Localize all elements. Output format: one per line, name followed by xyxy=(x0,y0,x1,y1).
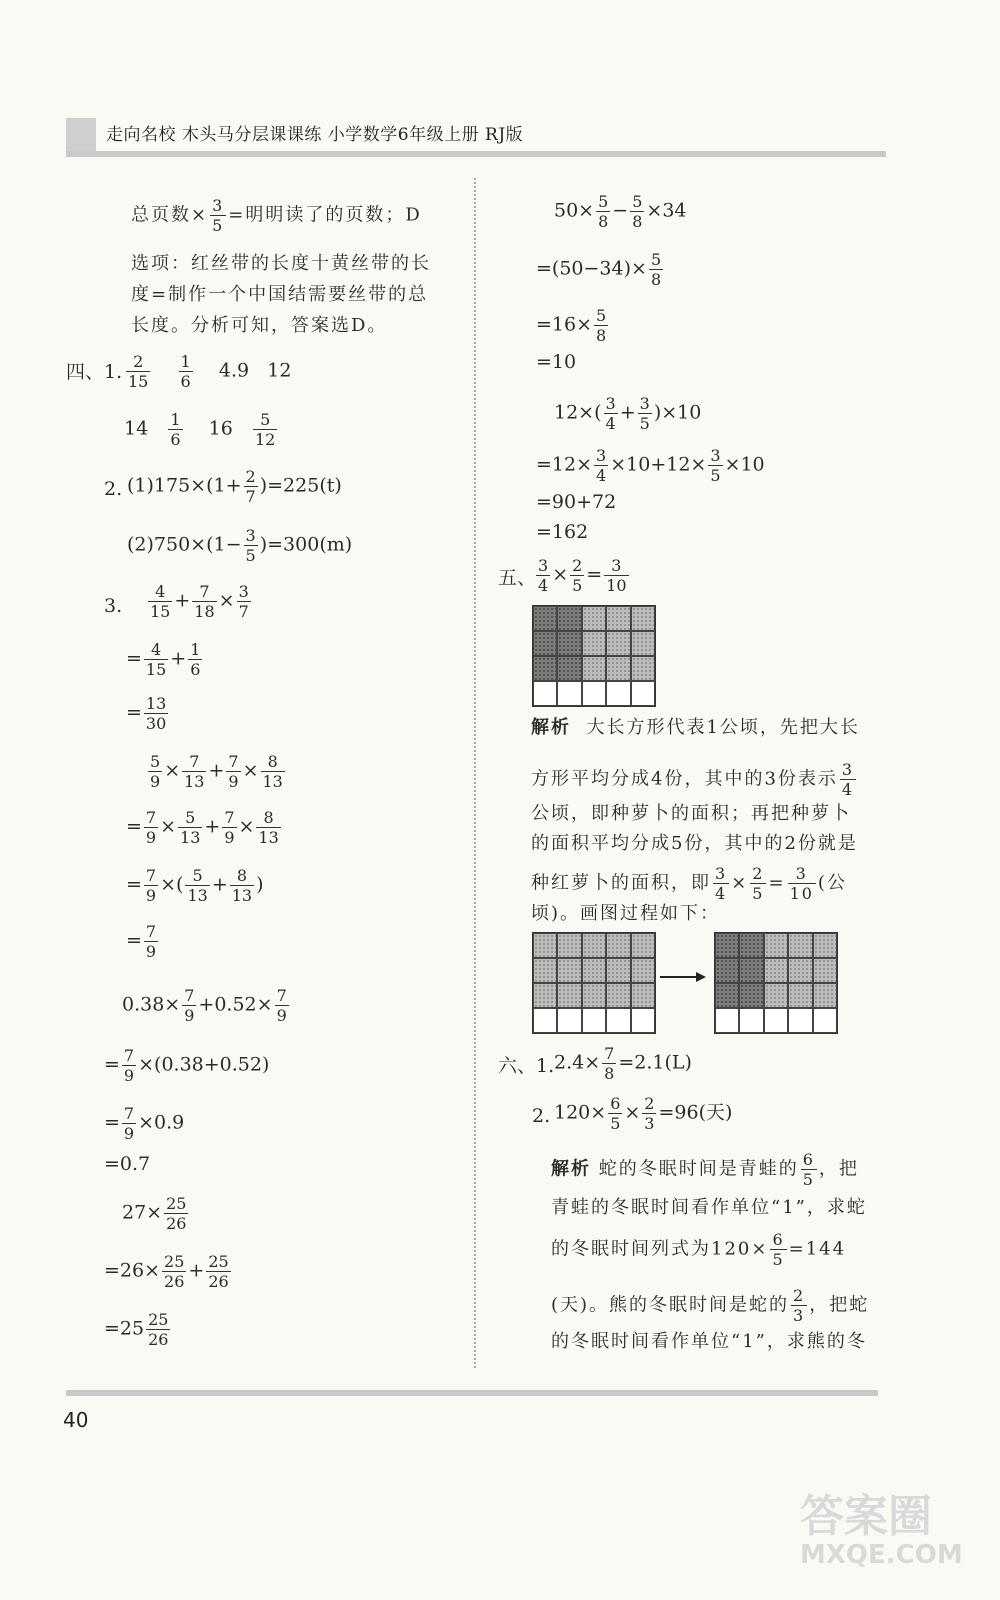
left-para-1: 总页数× $\frac{3}{5}$ =明明读了的页数；D xyxy=(131,196,422,235)
left-para-4: 长度。分析可知，答案选D。 xyxy=(131,315,388,336)
analysis2-label: 解析 xyxy=(551,1158,591,1180)
left-para-2: 选项：红丝带的长度十黄丝带的长 xyxy=(131,253,431,274)
analysis2-line-3: 的冬眠时间列式为120× $\frac{6}{5}$ =144 xyxy=(551,1230,847,1269)
q3-line-3: = $\frac{13}{30}$ xyxy=(126,694,167,733)
left-para-3: 度=制作一个中国结需要丝带的总 xyxy=(131,284,429,305)
q6-2-label: 2. xyxy=(532,1105,551,1127)
q3-label: 3. xyxy=(104,595,123,617)
q2-part1: (1)175×(1+ $\frac{2}{7}$ )=225(t) xyxy=(127,467,342,506)
q3-line-2: = $\frac{4}{15}$ + $\frac{1}{6}$ xyxy=(126,640,201,679)
right-line-1: 50× $\frac{5}{8}$ − $\frac{5}{8}$ ×34 xyxy=(554,192,687,231)
analysis-line-5: 种红萝卜的面积，即 $\frac{3}{4}$ × $\frac{2}{5}$ = $\frac{3}{10}$ (公 xyxy=(531,864,847,903)
q3-line-6: = $\frac{7}{9}$ ×( $\frac{5}{13}$ + $\frac{8}{13}$ ) xyxy=(126,866,264,905)
analysis-line-3: 公顷，即种萝卜的面积；再把种萝卜 xyxy=(531,803,851,824)
q3-line-11: =0.7 xyxy=(104,1153,151,1175)
footer-rule xyxy=(66,1390,878,1396)
right-line-5: 12×( $\frac{3}{4}$ + $\frac{3}{5}$ )×10 xyxy=(554,394,702,433)
analysis2-line-5: 的冬眠时间看作单位“1”，求熊的冬 xyxy=(551,1331,867,1352)
q2-part2: (2)750×(1− $\frac{3}{5}$ )=300(m) xyxy=(127,526,353,565)
right-line-4: =10 xyxy=(536,351,577,373)
right-line-3: =16× $\frac{5}{8}$ xyxy=(536,306,607,345)
q3-line-14: =25 $\frac{25}{26}$ xyxy=(104,1310,169,1349)
q3-line-10: = $\frac{7}{9}$ ×0.9 xyxy=(104,1104,185,1143)
s4-answers-row1: $\frac{2}{15}$ $\frac{1}{6}$ 4.9 12 xyxy=(128,352,292,391)
analysis2-line-1: 解析 蛇的冬眠时间是青蛙的 $\frac{6}{5}$ ，把 xyxy=(551,1150,859,1189)
column-divider xyxy=(474,178,476,1368)
q3-line-12: 27× $\frac{25}{26}$ xyxy=(122,1194,187,1233)
right-line-6: =12× $\frac{3}{4}$ ×10+12× $\frac{3}{5}$ ×10 xyxy=(536,446,765,485)
section-5-label: 五、 xyxy=(498,567,537,589)
header-rule xyxy=(66,151,886,157)
page-number: 40 xyxy=(63,1408,89,1432)
q3-line-1: $\frac{4}{15}$ + $\frac{7}{18}$ × $\frac{3}{7}$ xyxy=(150,582,249,621)
q3-line-7: = $\frac{7}{9}$ xyxy=(126,922,157,961)
q3-line-13: =26× $\frac{25}{26}$ + $\frac{25}{26}$ xyxy=(104,1252,229,1291)
right-line-7: =90+72 xyxy=(536,491,617,513)
watermark-logo: 答案圈 xyxy=(800,1491,932,1542)
analysis2-line-2: 青蛙的冬眠时间看作单位“1”，求蛇 xyxy=(551,1197,867,1218)
process-grid-before xyxy=(532,932,656,1034)
right-line-8: =162 xyxy=(536,521,589,543)
arrow-right-icon xyxy=(660,976,704,978)
analysis-label: 解析 xyxy=(531,717,571,738)
analysis-line-1: 解析 大长方形代表1公顷，先把大长 xyxy=(531,717,860,738)
q2-label: 2. xyxy=(104,478,123,500)
section-6-label: 六、1. xyxy=(498,1055,555,1077)
process-grid-after xyxy=(714,932,838,1034)
s6-answer-2: 120× $\frac{6}{5}$ × $\frac{2}{3}$ =96(天) xyxy=(554,1094,733,1133)
watermark-url: MXQE.COM xyxy=(800,1540,963,1570)
q3-line-5: = $\frac{7}{9}$ × $\frac{5}{13}$ + $\frac{7}{9}$ × $\frac{8}{13}$ xyxy=(126,808,279,847)
analysis-line-4: 的面积平均分成5份，其中的2份就是 xyxy=(531,833,858,854)
section-4-label: 四、1. xyxy=(66,361,123,383)
q3-line-9: = $\frac{7}{9}$ ×(0.38+0.52) xyxy=(104,1046,270,1085)
right-line-2: =(50−34)× $\frac{5}{8}$ xyxy=(536,250,662,289)
area-model-grid xyxy=(532,605,656,707)
analysis2-line-4: (天)。熊的冬眠时间是蛇的 $\frac{2}{3}$ ，把蛇 xyxy=(551,1286,870,1325)
s4-answers-row2: 14 $\frac{1}{6}$ 16 $\frac{5}{12}$ xyxy=(124,410,276,449)
header-title: 走向名校 木头马分层课课练 小学数学6年级上册 RJ版 xyxy=(106,125,524,145)
q3-line-4: $\frac{5}{9}$ × $\frac{7}{13}$ + $\frac{7}{9}$ × $\frac{8}{13}$ xyxy=(150,752,283,791)
q3-line-8: 0.38× $\frac{7}{9}$ +0.52× $\frac{7}{9}$ xyxy=(122,986,287,1025)
s5-answer: $\frac{3}{4}$ × $\frac{2}{5}$ = $\frac{3}{10}$ xyxy=(538,556,627,595)
analysis-line-6: 顷)。画图过程如下： xyxy=(531,903,721,924)
s6-answer-1: 2.4× $\frac{7}{8}$ =2.1(L) xyxy=(554,1044,692,1083)
analysis-line-2: 方形平均分成4份，其中的3份表示 $\frac{3}{4}$ xyxy=(531,760,855,799)
